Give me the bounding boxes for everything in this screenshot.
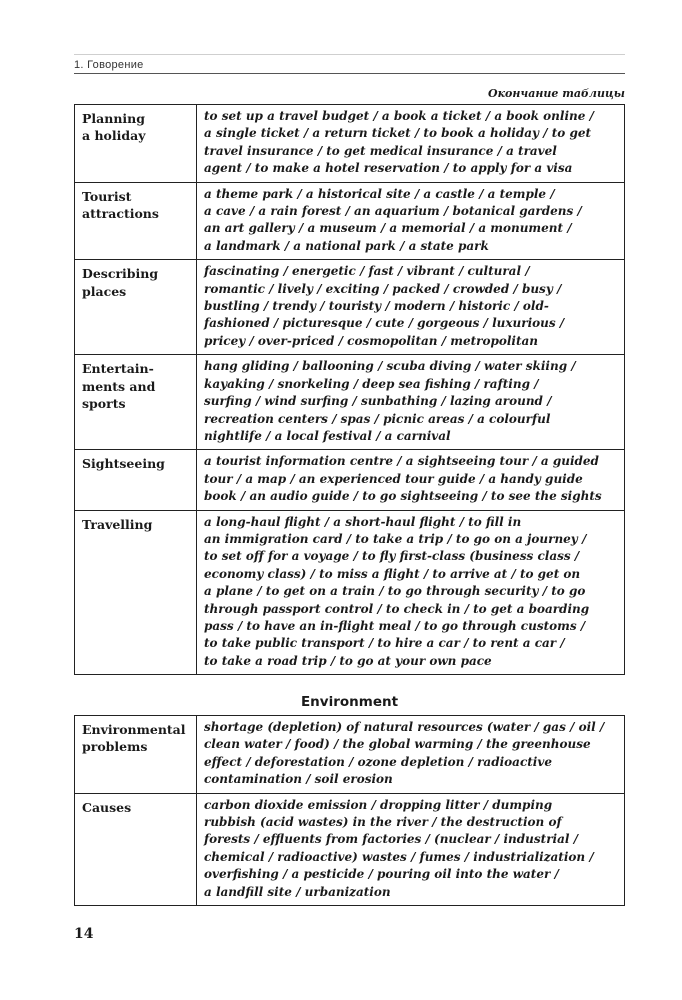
environment-vocabulary-table xyxy=(74,715,625,906)
category-label-line: Entertain- xyxy=(82,361,154,377)
vocabulary-line: bustling / trendy / touristy / modern / historic / old- xyxy=(204,299,549,314)
top-thin-rule xyxy=(74,54,625,55)
chapter-header: 1. Говорение xyxy=(74,59,144,71)
table-row xyxy=(75,716,625,794)
vocabulary-line: a landmark / a national park / a state park xyxy=(204,238,489,253)
category-cell xyxy=(75,105,197,183)
category-cell: Causes xyxy=(75,793,197,905)
vocabulary-line: a theme park / a historical site / a castle / a temple / xyxy=(204,186,555,201)
vocabulary-cell xyxy=(197,182,625,260)
category-cell xyxy=(75,260,197,355)
vocabulary-line: rubbish (acid wastes) in the river / the destruction of xyxy=(204,815,562,830)
category-label-line: places xyxy=(82,283,127,299)
vocabulary-line: pricey / over-priced / cosmopolitan / metropolitan xyxy=(204,333,538,348)
category-label-line: attractions xyxy=(82,206,159,222)
page-number: 14 xyxy=(74,926,94,942)
vocabulary-line: overfishing / a pesticide / pouring oil into the water / xyxy=(204,867,559,882)
vocabulary-line: a landfill site / urbanization xyxy=(204,884,391,899)
vocabulary-cell xyxy=(197,355,625,450)
vocabulary-cell xyxy=(197,450,625,510)
vocabulary-line: economy class) / to miss a flight / to arrive at / to get on xyxy=(204,566,581,581)
vocabulary-line: book / an audio guide / to go sightseeing / to see the sights xyxy=(204,489,602,504)
vocabulary-line: fascinating / energetic / fast / vibrant / cultural / xyxy=(204,264,530,279)
vocabulary-line: agent / to make a hotel reservation / to apply for a visa xyxy=(204,161,573,176)
vocabulary-line: carbon dioxide emission / dropping litter / dumping xyxy=(204,797,553,812)
category-cell: Sightseeing xyxy=(75,450,197,510)
vocabulary-cell xyxy=(197,716,625,794)
table-row xyxy=(75,105,625,183)
category-cell xyxy=(75,716,197,794)
category-label-line: Environmental xyxy=(82,722,186,737)
vocabulary-line: contamination / soil erosion xyxy=(204,772,393,787)
vocabulary-line: pass / to have an in-flight meal / to go through customs / xyxy=(204,618,586,633)
category-cell xyxy=(75,182,197,260)
vocabulary-line: fashioned / picturesque / cute / gorgeous / luxurious / xyxy=(204,316,565,331)
vocabulary-line: a plane / to get on a train / to go through security / to go xyxy=(204,584,586,599)
table-row xyxy=(75,355,625,450)
travel-table-body xyxy=(75,105,625,675)
table-row xyxy=(75,450,625,510)
vocabulary-line: to set up a travel budget / a book a ticket / a book online / xyxy=(204,109,594,123)
travel-vocabulary-table xyxy=(74,104,625,675)
table-row xyxy=(75,260,625,355)
header-rule xyxy=(74,73,625,74)
vocabulary-line: travel insurance / to get medical insurance / a travel xyxy=(204,143,557,158)
vocabulary-line: nightlife / a local festival / a carnival xyxy=(204,428,451,443)
vocabulary-line: shortage (depletion) of natural resources (water / gas / oil / xyxy=(204,720,605,734)
category-cell: Travelling xyxy=(75,510,197,675)
category-cell xyxy=(75,355,197,450)
category-label-line: ments and xyxy=(82,378,156,394)
vocabulary-cell xyxy=(197,510,625,675)
category-label-line: Tourist xyxy=(82,188,132,204)
vocabulary-line: to set off for a voyage / to fly first-class (business class / xyxy=(204,549,580,564)
vocabulary-line: to take public transport / to hire a car / to rent a car / xyxy=(204,636,565,651)
vocabulary-line: an immigration card / to take a trip / to go on a journey / xyxy=(204,531,587,546)
vocabulary-line: a single ticket / a return ticket / to book a holiday / to get xyxy=(204,126,592,141)
vocabulary-line: chemical / radioactive) wastes / fumes / industrialization / xyxy=(204,849,594,864)
vocabulary-line: romantic / lively / exciting / packed / crowded / busy / xyxy=(204,281,562,296)
vocabulary-line: hang gliding / ballooning / scuba diving / water skiing / xyxy=(204,359,576,374)
vocabulary-line: clean water / food) / the global warming / the greenhouse xyxy=(204,737,591,752)
vocabulary-cell xyxy=(197,793,625,905)
environment-section-title: Environment xyxy=(300,694,399,710)
vocabulary-line: a cave / a rain forest / an aquarium / botanical gardens / xyxy=(204,204,582,219)
table-row xyxy=(75,510,625,675)
category-label-line: sports xyxy=(82,396,126,412)
vocabulary-line: a long-haul flight / a short-haul flight / to fill in xyxy=(204,514,522,529)
vocabulary-line: effect / deforestation / ozone depletion / radioactive xyxy=(204,754,552,769)
vocabulary-line: a tourist information centre / a sightseeing tour / a guided xyxy=(204,454,599,469)
category-label-line: Planning xyxy=(82,111,146,126)
environment-table-body xyxy=(75,716,625,906)
table-continuation-note: Окончание таблицы xyxy=(487,87,625,100)
vocabulary-line: surfing / wind surfing / sunbathing / lazing around / xyxy=(204,394,552,409)
vocabulary-line: kayaking / snorkeling / deep sea fishing / rafting / xyxy=(204,376,539,391)
category-label-line: problems xyxy=(82,739,148,755)
vocabulary-line: to take a road trip / to go at your own pace xyxy=(204,653,492,668)
category-label-line: a holiday xyxy=(82,128,146,144)
vocabulary-cell xyxy=(197,105,625,183)
vocabulary-line: tour / a map / an experienced tour guide / a handy guide xyxy=(204,471,583,486)
table-row xyxy=(75,793,625,905)
table-row xyxy=(75,182,625,260)
vocabulary-cell xyxy=(197,260,625,355)
vocabulary-line: forests / effluents from factories / (nuclear / industrial / xyxy=(204,832,578,847)
vocabulary-line: through passport control / to check in / to get a boarding xyxy=(204,601,590,616)
category-label-line: Describing xyxy=(82,266,159,282)
vocabulary-line: an art gallery / a museum / a memorial / a monument / xyxy=(204,221,572,236)
vocabulary-line: recreation centers / spas / picnic areas / a colourful xyxy=(204,411,551,426)
